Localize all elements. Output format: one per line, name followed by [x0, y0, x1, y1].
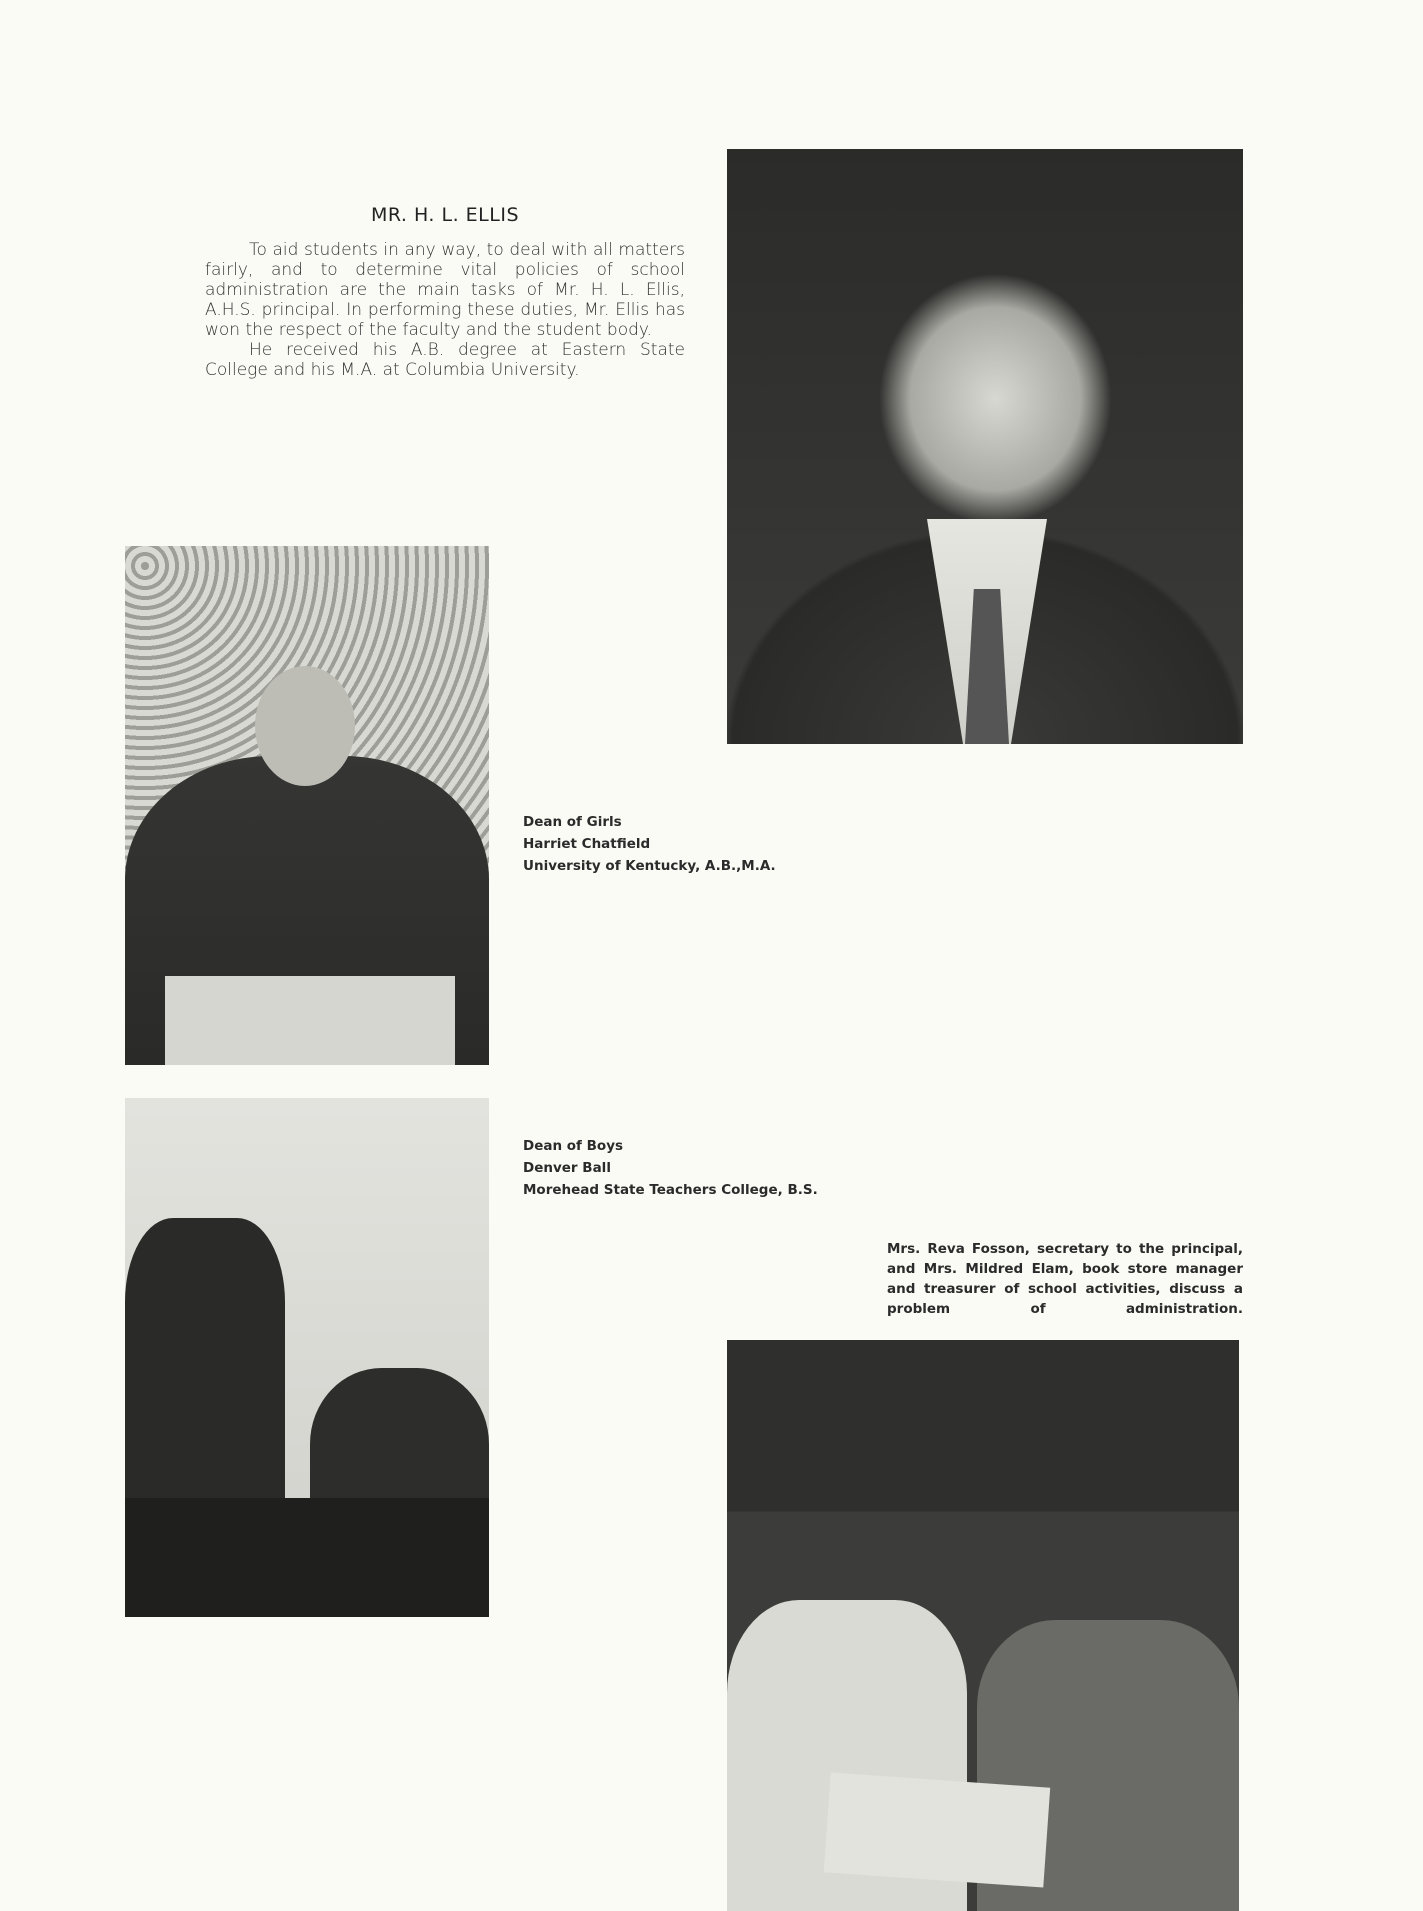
principal-heading: MR. H. L. ELLIS: [370, 204, 520, 226]
principal-bio: [205, 240, 685, 380]
education-label: University of Kentucky, A.B.,M.A.: [523, 858, 776, 874]
role-label: Dean of Boys: [523, 1138, 624, 1154]
dean-of-girls-photo: [125, 546, 489, 1065]
office-staff-photo: [727, 1340, 1239, 1911]
person-name: Denver Ball: [523, 1160, 611, 1176]
principal-portrait-photo: [727, 149, 1243, 744]
principal-bio-paragraph: To aid students in any way, to deal with all matters fairly, and to determine vital policies of school administration are the main tasks of Mr. H. L. Ellis, A.H.S. principal. In performing these duties, Mr. Ellis has won the respect of the faculty and the student body.: [205, 240, 685, 340]
education-label: Morehead State Teachers College, B.S.: [523, 1182, 818, 1198]
person-name: Harriet Chatfield: [523, 836, 651, 852]
dean-of-girls-caption: [523, 811, 776, 877]
dean-of-boys-caption: [523, 1135, 818, 1201]
principal-bio-paragraph: He received his A.B. degree at Eastern State College and his M.A. at Columbia University.: [205, 340, 685, 380]
role-label: Dean of Girls: [523, 814, 622, 830]
office-staff-caption: Mrs. Reva Fosson, secretary to the principal, and Mrs. Mildred Elam, book store manager and treasurer of school activities, discuss a problem of administration.: [887, 1241, 1243, 1317]
dean-of-boys-photo: [125, 1098, 489, 1617]
